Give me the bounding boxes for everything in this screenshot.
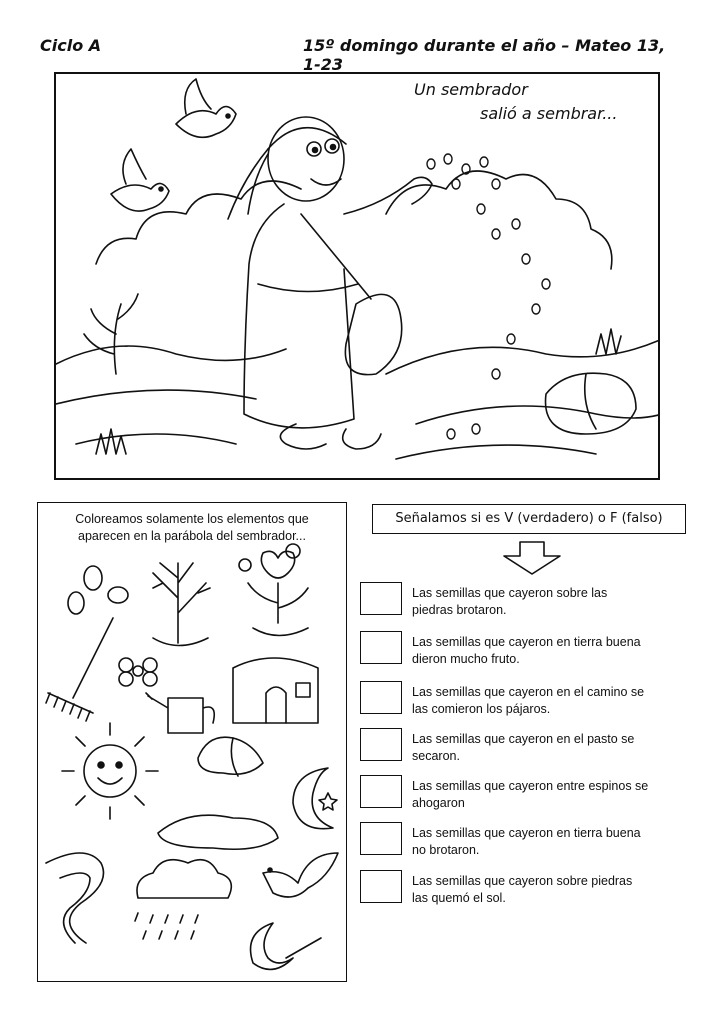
statement-1 (360, 582, 680, 622)
statement-line-1: Las semillas que cayeron en tierra buena (412, 826, 641, 840)
caption-line-2: salió a sembrar... (480, 104, 618, 123)
statement-line-2: piedras brotaron. (412, 603, 507, 617)
statement-line-1: Las semillas que cayeron entre espinos se (412, 779, 649, 793)
rocks-icon (198, 737, 263, 776)
statement-line-2: las comieron los pájaros. (412, 702, 551, 716)
statement-line-2: ahogaron (412, 796, 465, 810)
caption-line-1: Un sembrador (414, 80, 528, 99)
dove-icon (263, 853, 338, 897)
answer-box[interactable] (360, 728, 402, 761)
sower-figure (228, 117, 432, 449)
answer-box[interactable] (360, 631, 402, 664)
statement-line-2: dieron mucho fruto. (412, 652, 520, 666)
sun-icon (62, 723, 158, 819)
instruction-line-2: aparecen en la parábola del sembrador... (78, 529, 306, 543)
watering-can-icon (146, 693, 214, 733)
bird-icon (176, 79, 236, 137)
seeds-icon (68, 566, 128, 614)
statement-6 (360, 822, 680, 862)
arrow-down-icon (500, 540, 564, 576)
statement-line-1: Las semillas que cayeron sobre piedras (412, 874, 633, 888)
statement-line-1: Las semillas que cayeron sobre las (412, 586, 608, 600)
flower-plant-icon (239, 544, 308, 636)
statement-3 (360, 681, 680, 721)
statement-7 (360, 870, 680, 910)
statement-line-2: no brotaron. (412, 843, 480, 857)
sunday-reference: 15º domingo durante el año – Mateo 13, 1-23 (303, 36, 666, 74)
house-icon (233, 658, 318, 723)
sower-drawing (56, 74, 660, 480)
answer-box[interactable] (360, 775, 402, 808)
answer-box[interactable] (360, 681, 402, 714)
true-false-title: Señalamos si es V (verdadero) o F (falso) (372, 504, 686, 534)
moon-icon (293, 768, 337, 829)
cycle-label: Ciclo A (40, 36, 102, 55)
statement-line-2: secaron. (412, 749, 460, 763)
bird-icon (111, 149, 169, 211)
statement-line-1: Las semillas que cayeron en tierra buena (412, 635, 641, 649)
answer-box[interactable] (360, 870, 402, 903)
answer-box[interactable] (360, 582, 402, 615)
coloring-drawings (38, 503, 348, 983)
sower-illustration (54, 72, 660, 480)
flower-icon (119, 658, 157, 686)
answer-box[interactable] (360, 822, 402, 855)
instruction-line-1: Coloreamos solamente los elementos que (75, 512, 309, 526)
statement-2 (360, 631, 680, 671)
rake-icon (46, 618, 113, 721)
thorn-bush-icon (153, 563, 210, 646)
rain-cloud-icon (135, 860, 231, 939)
statement-line-2: las quemó el sol. (412, 891, 506, 905)
statement-line-1: Las semillas que cayeron en el pasto se (412, 732, 635, 746)
statement-4 (360, 728, 680, 768)
coloring-panel (37, 502, 347, 982)
path-icon (46, 853, 104, 943)
soil-icon (158, 815, 278, 849)
statement-line-1: Las semillas que cayeron en el camino se (412, 685, 645, 699)
statement-5 (360, 775, 680, 815)
sickle-icon (251, 923, 322, 969)
